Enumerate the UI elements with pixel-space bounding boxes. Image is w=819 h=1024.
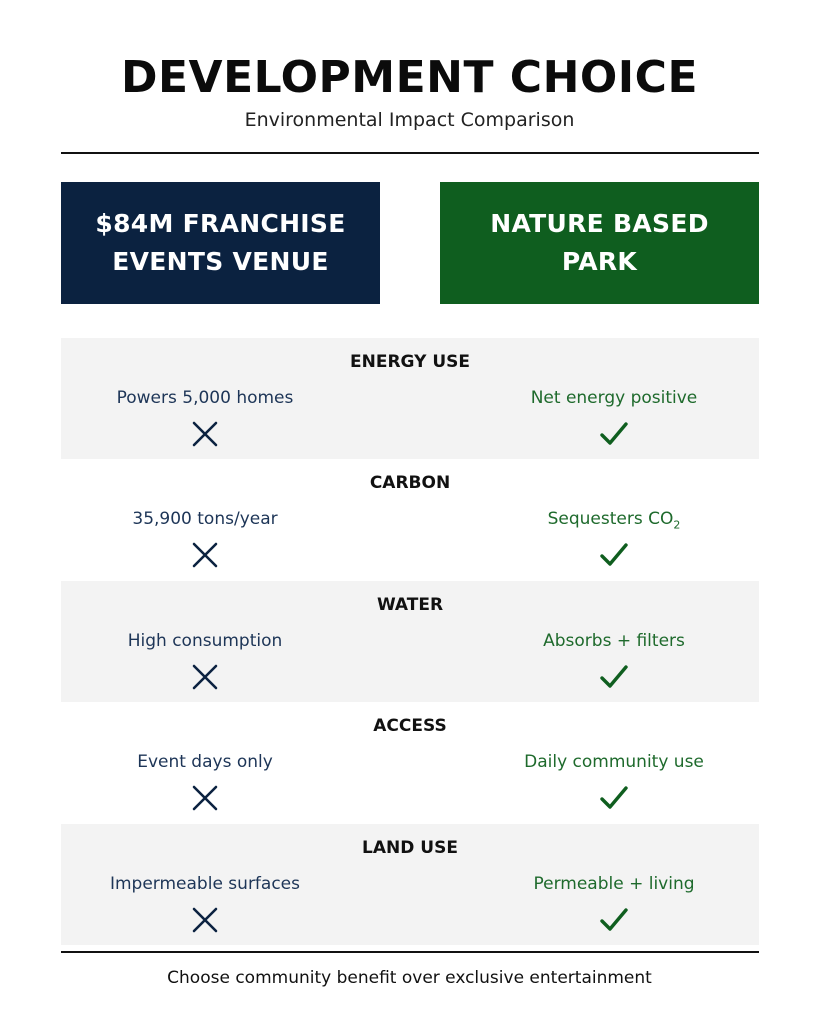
- comparison-row-land-use: [61, 824, 759, 945]
- park-value: Daily community use: [524, 752, 704, 773]
- comparison-table: [61, 338, 759, 945]
- venue-value: Powers 5,000 homes: [116, 388, 294, 408]
- row-title: ENERGY USE: [349, 352, 470, 372]
- check-icon: [600, 663, 628, 691]
- subscript-2: 2: [673, 518, 681, 532]
- row-title: CARBON: [369, 473, 451, 494]
- row-title: LAND USE: [362, 837, 458, 858]
- top-divider: [61, 152, 759, 154]
- check-icon: [600, 784, 628, 812]
- page-subtitle: Environmental Impact Comparison: [244, 109, 575, 131]
- park-value: Net energy positive: [530, 388, 698, 408]
- option-franchise-venue-label: $84M FRANCHISE EVENTS VENUE: [95, 209, 346, 276]
- check-icon: [600, 906, 628, 934]
- comparison-row-water: [61, 581, 759, 702]
- row-title: ACCESS: [373, 716, 447, 737]
- park-value-text: Sequesters CO: [547, 509, 674, 530]
- park-value: Absorbs + filters: [543, 630, 685, 651]
- comparison-row-carbon: [61, 459, 759, 580]
- option-nature-park: [440, 182, 759, 304]
- x-icon: [191, 906, 219, 934]
- venue-value: 35,900 tons/year: [132, 509, 278, 530]
- check-icon: [600, 420, 628, 448]
- row-title: WATER: [376, 594, 444, 615]
- option-franchise-venue: [61, 182, 380, 304]
- park-value: [469, 508, 759, 530]
- venue-value: Impermeable surfaces: [109, 873, 300, 894]
- check-icon: [600, 541, 628, 569]
- option-nature-park-label: NATURE BASED PARK: [490, 209, 709, 276]
- x-icon: [191, 784, 219, 812]
- park-value: Permeable + living: [533, 873, 695, 894]
- comparison-row-energy-use: [61, 338, 759, 459]
- x-icon: [191, 420, 219, 448]
- venue-value: Event days only: [137, 752, 273, 773]
- x-icon: [191, 663, 219, 691]
- comparison-row-access: [61, 702, 759, 823]
- bottom-divider: [61, 951, 759, 953]
- venue-value: High consumption: [127, 630, 283, 651]
- footer-message: Choose community benefit over exclusive entertainment: [167, 968, 652, 988]
- x-icon: [191, 541, 219, 569]
- page-title: DEVELOPMENT CHOICE: [120, 52, 699, 103]
